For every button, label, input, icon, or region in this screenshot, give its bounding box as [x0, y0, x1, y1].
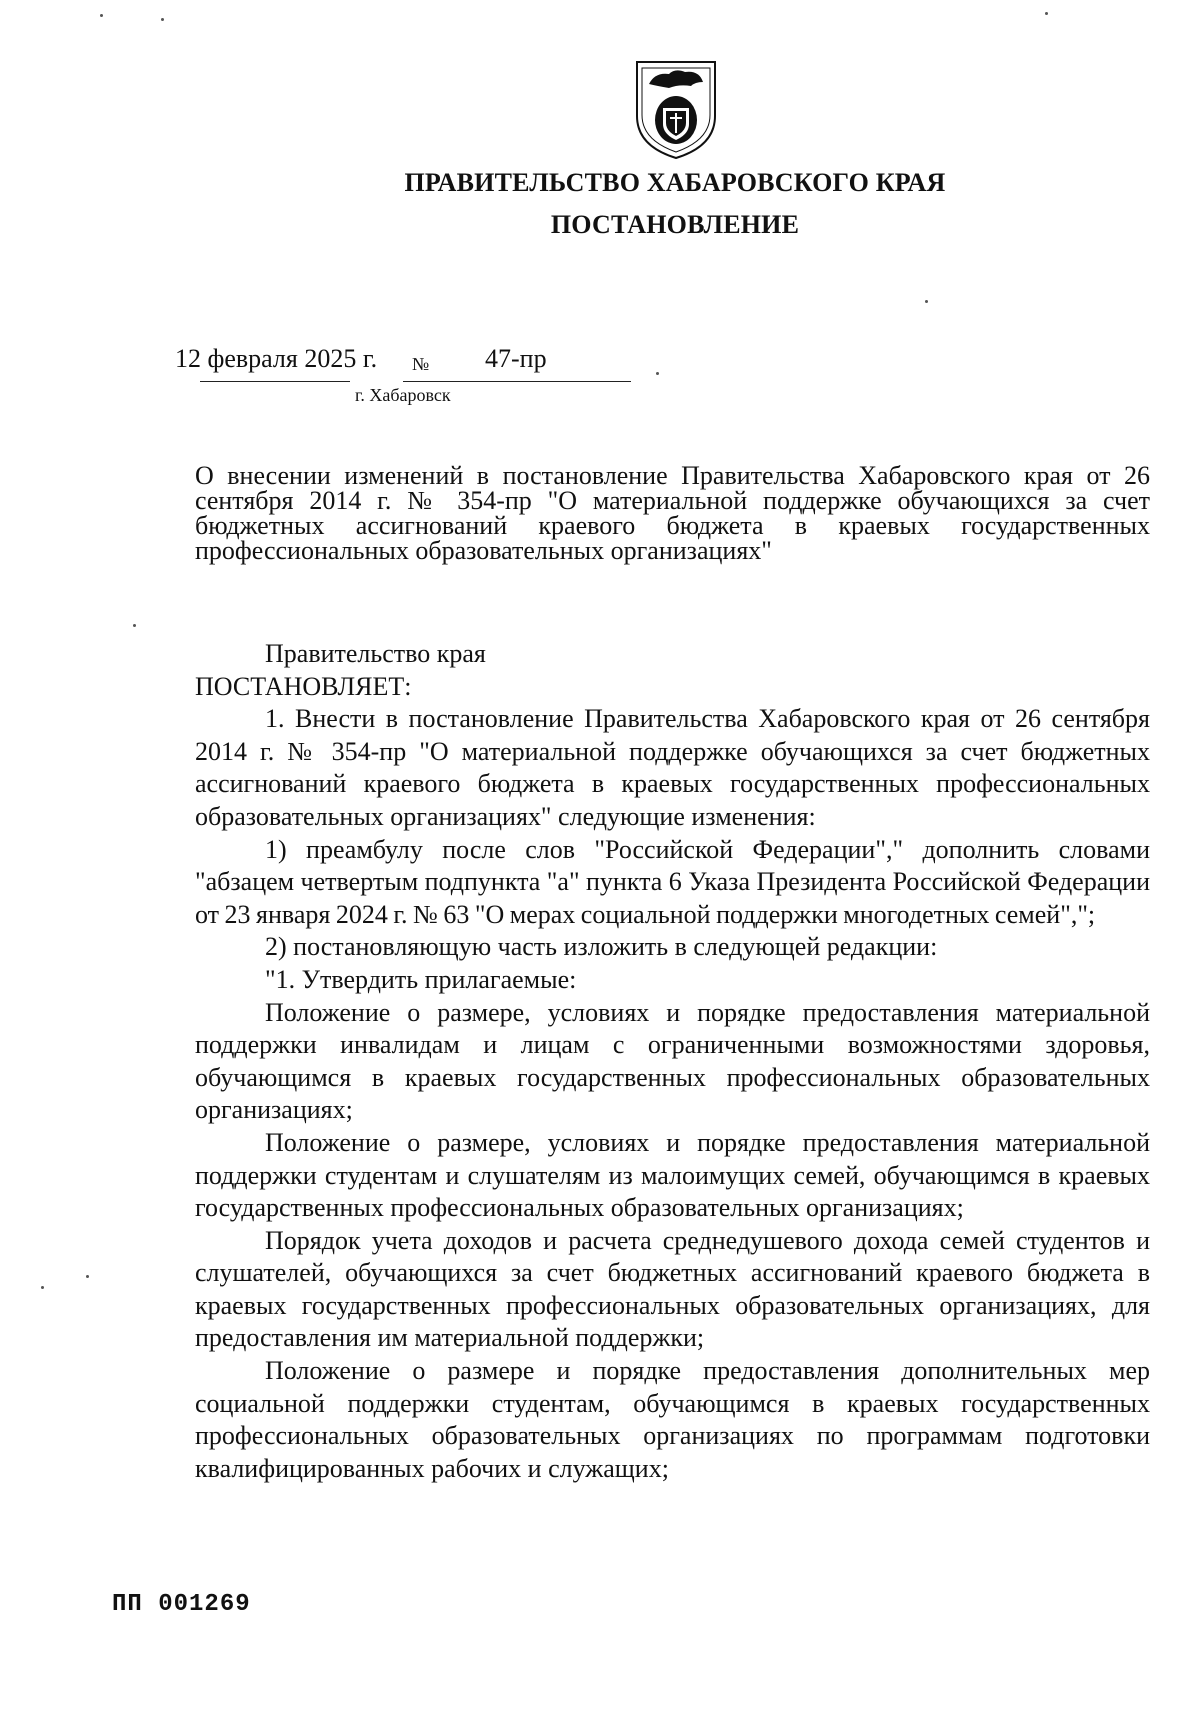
document-type: ПОСТАНОВЛЕНИЕ — [550, 210, 800, 239]
coat-of-arms-icon — [635, 60, 717, 160]
document-date: 12 февраля 2025 г. — [175, 344, 378, 373]
body-intro: Правительство края — [265, 639, 486, 668]
scan-speck — [41, 1286, 44, 1289]
scan-speck — [133, 624, 136, 627]
body-paragraph: Положение о размере и порядке предоставления дополнительных мер социальной поддержки студентам, обучающимся в краевых государственных профессиональных образовательных организациях по программам подготовки квалифицированных рабочих и служащих; — [195, 1356, 1150, 1483]
body-paragraph: "1. Утвердить прилагаемые: — [265, 964, 577, 994]
government-title: ПРАВИТЕЛЬСТВО ХАБАРОВСКОГО КРАЯ — [404, 168, 946, 197]
body-paragraph: Положение о размере, условиях и порядке предоставления материальной поддержки студентам и слушателям из малоимущих семей, обучающимся в краевых государственных профессиональных образовательных организациях; — [195, 1127, 1150, 1223]
scan-speck — [161, 18, 164, 21]
document-body — [195, 638, 1150, 1485]
body-paragraph: 1. Внести в постановление Правительства Хабаровского края от 26 сентября 2014 г. № 354-пр "О материальной поддержке обучающихся за счет бюджетных ассигнований краевого бюджета в краевых государственных профессиональных образовательных организациях" следующие изменения: — [195, 704, 1150, 831]
body-paragraph: Положение о размере, условиях и порядке предоставления материальной поддержки инвалидам и лицам с ограниченными возможностями здоровья, обучающимся в краевых государственных профессиональных образовательных организациях; — [195, 997, 1150, 1125]
number-label: № — [412, 354, 430, 374]
scan-speck — [86, 1275, 89, 1278]
body-paragraph: Порядок учета доходов и расчета среднедушевого дохода семей студентов и слушателей, обучающихся за счет бюджетных ассигнований краевого бюджета в краевых государственных профессиональных образовательных организациях, для предоставления им материальной поддержки; — [195, 1225, 1150, 1353]
body-paragraph: 2) постановляющую часть изложить в следующей редакции: — [265, 932, 938, 962]
body-resolves: ПОСТАНОВЛЯЕТ: — [195, 671, 412, 701]
date-underline — [200, 381, 350, 382]
scan-speck — [656, 372, 659, 375]
scan-speck — [100, 14, 103, 17]
number-underline — [403, 381, 631, 382]
document-number: 47-пр — [485, 344, 547, 373]
scan-speck — [1045, 12, 1048, 15]
scan-speck — [925, 300, 928, 303]
document-code: ПП 001269 — [112, 1591, 251, 1618]
document-subject: О внесении изменений в постановление Правительства Хабаровского края от 26 сентября 2014 г. № 354-пр "О материальной поддержке обучающихся за счет бюджетных ассигнований краевого бюджета в краевых государственных профессиональных образовательных организациях" — [195, 461, 1150, 565]
document-city: г. Хабаровск — [355, 385, 451, 405]
body-paragraph: 1) преамбулу после слов "Российской Федерации"," дополнить словами "абзацем четвертым подпункта "а" пункта 6 Указа Президента Российской Федерации от 23 января 2024 г. № 63 "О мерах социальной поддержки многодетных семей","; — [195, 834, 1150, 929]
